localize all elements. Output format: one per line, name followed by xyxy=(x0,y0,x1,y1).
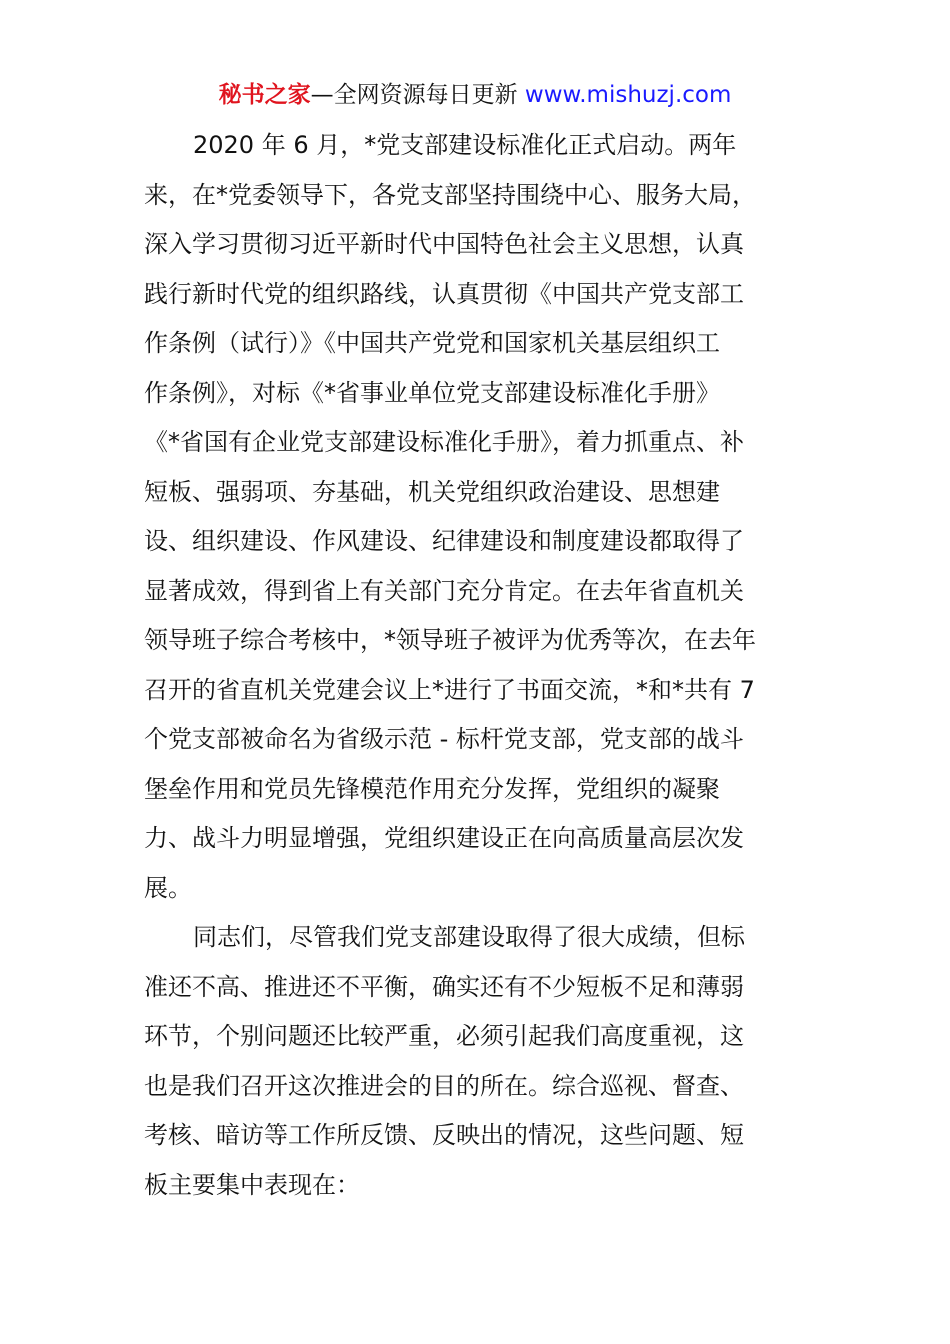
text-line: 也是我们召开这次推进会的目的所在。综合巡视、督查、 xyxy=(144,1071,744,1100)
page-header xyxy=(0,78,950,112)
text-line: 践行新时代党的组织路线，认真贯彻《中国共产党支部工 xyxy=(144,279,744,308)
text-line: 作条例（试行）》《中国共产党党和国家机关基层组织工 xyxy=(144,329,720,357)
site-url-link[interactable]: www.mishuzj.com xyxy=(524,82,732,108)
text-line: 2020 年 6 月，*党支部建设标准化正式启动。两年 xyxy=(193,131,737,159)
brand-name: 秘书之家 xyxy=(218,82,311,108)
text-line: 板主要集中表现在： xyxy=(144,1170,360,1199)
text-line: 短板、强弱项、夯基础，机关党组织政治建设、思想建 xyxy=(144,477,720,506)
text-line: 来，在*党委领导下，各党支部坚持围绕中心、服务大局， xyxy=(144,180,756,209)
text-line: 作条例》，对标《*省事业单位党支部建设标准化手册》 xyxy=(144,378,720,407)
text-line: 《*省国有企业党支部建设标准化手册》，着力抓重点、补 xyxy=(144,428,744,456)
text-line: 召开的省直机关党建会议上*进行了书面交流，*和*共有 7 xyxy=(144,675,755,704)
text-line: 考核、暗访等工作所反馈、反映出的情况，这些问题、短 xyxy=(144,1121,744,1149)
text-line: 个党支部被命名为省级示范 - 标杆党支部，党支部的战斗 xyxy=(144,725,744,753)
text-line: 准还不高、推进还不平衡，确实还有不少短板不足和薄弱 xyxy=(144,972,744,1001)
paragraph-2 xyxy=(144,913,808,1210)
header-tagline: —全网资源每日更新 xyxy=(310,82,525,108)
text-line: 领导班子综合考核中，*领导班子被评为优秀等次，在去年 xyxy=(144,626,756,654)
text-line: 同志们，尽管我们党支部建设取得了很大成绩，但标 xyxy=(193,923,745,951)
paragraph-1 xyxy=(144,121,808,913)
document-body xyxy=(144,121,808,1210)
text-line: 力、战斗力明显增强，党组织建设正在向高质量高层次发 xyxy=(144,824,744,852)
text-line: 环节，个别问题还比较严重，必须引起我们高度重视，这 xyxy=(144,1022,744,1050)
text-line: 深入学习贯彻习近平新时代中国特色社会主义思想，认真 xyxy=(144,230,744,258)
text-line: 展。 xyxy=(144,873,192,902)
text-line: 设、组织建设、作风建设、纪律建设和制度建设都取得了 xyxy=(144,527,744,555)
text-line: 显著成效，得到省上有关部门充分肯定。在去年省直机关 xyxy=(144,576,744,605)
text-line: 堡垒作用和党员先锋模范作用充分发挥，党组织的凝聚 xyxy=(144,774,720,803)
